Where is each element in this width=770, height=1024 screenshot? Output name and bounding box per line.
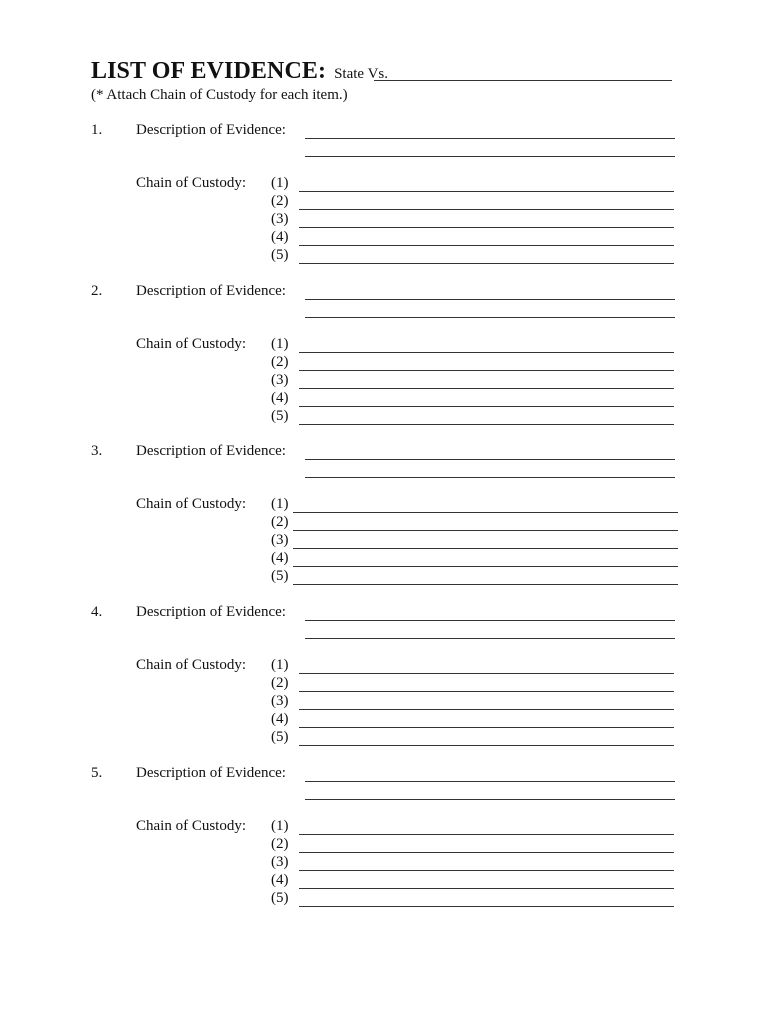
custody-entry-line[interactable] <box>299 673 674 674</box>
custody-entry-1 <box>271 818 681 836</box>
evidence-item-3 <box>0 443 770 593</box>
form-header <box>91 58 388 85</box>
custody-entry-1 <box>271 175 681 193</box>
custody-entry-number: (2) <box>271 514 289 530</box>
state-vs-blank-line[interactable] <box>374 80 672 81</box>
custody-entry-number: (1) <box>271 336 289 352</box>
custody-entry-1 <box>271 336 681 354</box>
custody-entry-line[interactable] <box>299 227 674 228</box>
chain-of-custody-label: Chain of Custody: <box>136 175 247 191</box>
custody-entry-line[interactable] <box>293 548 678 549</box>
custody-entry-line[interactable] <box>299 209 674 210</box>
chain-of-custody-note: (* Attach Chain of Custody for each item.) <box>91 87 348 103</box>
item-number: 3. <box>91 443 103 459</box>
custody-entry-number: (2) <box>271 836 289 852</box>
custody-entry-number: (5) <box>271 729 289 745</box>
custody-entry-line[interactable] <box>299 709 674 710</box>
custody-entry-number: (4) <box>271 390 289 406</box>
custody-entry-line[interactable] <box>299 691 674 692</box>
custody-entry-3 <box>271 372 681 390</box>
custody-entry-5 <box>271 247 681 265</box>
custody-entry-1 <box>271 657 681 675</box>
custody-entry-number: (2) <box>271 354 289 370</box>
custody-entry-line[interactable] <box>299 370 674 371</box>
custody-entry-number: (5) <box>271 568 289 584</box>
custody-entry-line[interactable] <box>299 352 674 353</box>
description-line-1[interactable] <box>305 138 675 139</box>
description-label: Description of Evidence: <box>136 443 286 459</box>
chain-of-custody-label: Chain of Custody: <box>136 657 247 673</box>
custody-entry-5 <box>271 890 681 908</box>
custody-entry-line[interactable] <box>299 406 674 407</box>
custody-entry-number: (3) <box>271 854 289 870</box>
item-number: 1. <box>91 122 103 138</box>
custody-entry-number: (5) <box>271 408 289 424</box>
custody-entry-line[interactable] <box>299 834 674 835</box>
item-number: 4. <box>91 604 103 620</box>
evidence-item-4 <box>0 604 770 754</box>
description-line-1[interactable] <box>305 620 675 621</box>
custody-entry-3 <box>271 854 681 872</box>
custody-entry-line[interactable] <box>299 745 674 746</box>
custody-entry-number: (5) <box>271 247 289 263</box>
custody-entry-2 <box>271 193 681 211</box>
evidence-item-2 <box>0 283 770 433</box>
evidence-item-1 <box>0 122 770 272</box>
evidence-item-5 <box>0 765 770 915</box>
custody-entry-4 <box>271 229 681 247</box>
custody-entry-number: (1) <box>271 657 289 673</box>
custody-entry-number: (2) <box>271 675 289 691</box>
custody-entry-line[interactable] <box>299 852 674 853</box>
form-title: LIST OF EVIDENCE: <box>91 58 327 84</box>
description-line-1[interactable] <box>305 299 675 300</box>
custody-entry-line[interactable] <box>299 870 674 871</box>
chain-of-custody-label: Chain of Custody: <box>136 496 247 512</box>
custody-entry-line[interactable] <box>299 263 674 264</box>
item-number: 5. <box>91 765 103 781</box>
custody-entry-number: (3) <box>271 372 289 388</box>
custody-entry-line[interactable] <box>299 388 674 389</box>
description-line-1[interactable] <box>305 459 675 460</box>
custody-entry-4 <box>271 550 681 568</box>
description-label: Description of Evidence: <box>136 765 286 781</box>
description-line-2[interactable] <box>305 477 675 478</box>
chain-of-custody-label: Chain of Custody: <box>136 336 247 352</box>
description-label: Description of Evidence: <box>136 604 286 620</box>
custody-entry-number: (3) <box>271 211 289 227</box>
description-line-2[interactable] <box>305 317 675 318</box>
custody-entry-line[interactable] <box>293 566 678 567</box>
custody-entry-4 <box>271 390 681 408</box>
custody-entry-number: (3) <box>271 532 289 548</box>
custody-entry-2 <box>271 354 681 372</box>
custody-entry-number: (1) <box>271 818 289 834</box>
description-line-2[interactable] <box>305 638 675 639</box>
description-line-2[interactable] <box>305 799 675 800</box>
custody-entry-line[interactable] <box>299 245 674 246</box>
custody-entry-3 <box>271 693 681 711</box>
custody-entry-number: (2) <box>271 193 289 209</box>
item-number: 2. <box>91 283 103 299</box>
description-line-2[interactable] <box>305 156 675 157</box>
custody-entry-number: (5) <box>271 890 289 906</box>
description-line-1[interactable] <box>305 781 675 782</box>
custody-entry-line[interactable] <box>299 424 674 425</box>
custody-entry-2 <box>271 514 681 532</box>
custody-entry-line[interactable] <box>293 584 678 585</box>
description-label: Description of Evidence: <box>136 122 286 138</box>
custody-entry-number: (4) <box>271 872 289 888</box>
custody-entry-4 <box>271 711 681 729</box>
state-vs-label: State Vs. <box>334 66 388 82</box>
custody-entry-5 <box>271 729 681 747</box>
custody-entry-line[interactable] <box>299 906 674 907</box>
custody-entry-number: (4) <box>271 550 289 566</box>
custody-entry-3 <box>271 211 681 229</box>
custody-entry-2 <box>271 836 681 854</box>
chain-of-custody-label: Chain of Custody: <box>136 818 247 834</box>
custody-entry-1 <box>271 496 681 514</box>
custody-entry-number: (4) <box>271 229 289 245</box>
custody-entry-line[interactable] <box>299 888 674 889</box>
custody-entry-5 <box>271 568 681 586</box>
custody-entry-5 <box>271 408 681 426</box>
custody-entry-number: (1) <box>271 496 289 512</box>
custody-entry-3 <box>271 532 681 550</box>
custody-entry-line[interactable] <box>299 727 674 728</box>
custody-entry-number: (3) <box>271 693 289 709</box>
custody-entry-line[interactable] <box>293 530 678 531</box>
custody-entry-2 <box>271 675 681 693</box>
custody-entry-line[interactable] <box>293 512 678 513</box>
custody-entry-4 <box>271 872 681 890</box>
custody-entry-line[interactable] <box>299 191 674 192</box>
custody-entry-number: (4) <box>271 711 289 727</box>
custody-entry-number: (1) <box>271 175 289 191</box>
description-label: Description of Evidence: <box>136 283 286 299</box>
